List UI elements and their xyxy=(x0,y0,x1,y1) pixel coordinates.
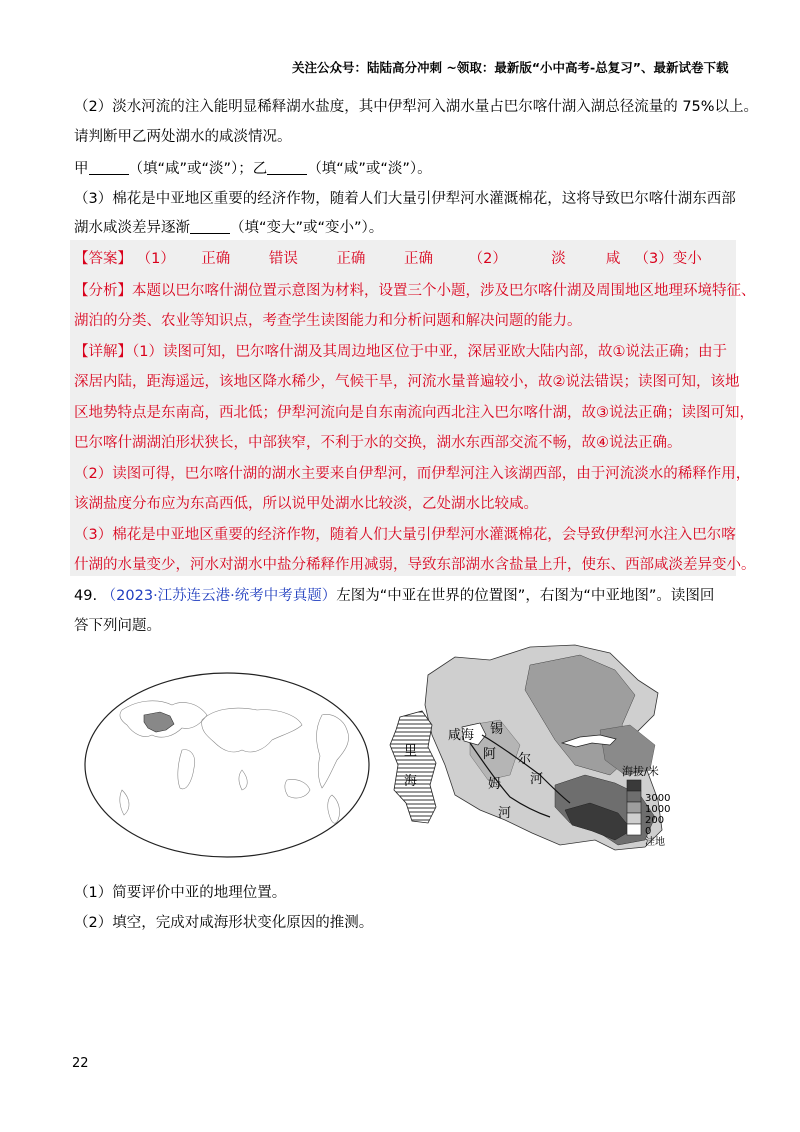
q49-source[interactable]: （2023·江苏连云港·统考中考真题） xyxy=(101,588,337,604)
answer-item: 正确 xyxy=(201,251,231,267)
answer-item: 正确 xyxy=(404,251,434,267)
legend-swatch xyxy=(627,802,641,813)
detail-line: 区地势特点是东南高，西北低；伊犁河流向是自东南流向西北注入巴尔喀什湖，故③说法正确；读图可知， xyxy=(74,405,754,421)
q2-fill-line xyxy=(74,160,734,178)
answer-item: （3）变小 xyxy=(634,251,702,267)
map-label: 尔 xyxy=(518,752,532,767)
answer-line xyxy=(74,250,734,268)
map-label: 姆 xyxy=(488,777,502,792)
page-number: 22 xyxy=(72,1056,89,1071)
central-asia-map xyxy=(370,635,680,865)
legend-label: 0 xyxy=(645,826,652,837)
answer-item: 淡 xyxy=(551,251,566,267)
answer-item: （1） xyxy=(136,251,175,267)
analysis-line2: 湖泊的分类、农业等知识点，考查学生读图能力和分析问题和解决问题的能力。 xyxy=(74,313,582,329)
q3-line2a: 湖水咸淡差异逐渐 xyxy=(74,220,190,236)
legend-label: 1000 xyxy=(645,804,671,815)
map-label: 阿 xyxy=(483,747,497,762)
q2-jia-label: 甲 xyxy=(74,161,89,177)
map-label: 河 xyxy=(530,772,544,787)
q2-line1: （2）淡水河流的注入能明显稀释湖水盐度，其中伊犁河入湖水量占巴尔喀什湖入湖总径流量的 75%以上。 xyxy=(74,99,759,115)
detail-line: 巴尔喀什湖湖泊形状狭长，中部狭窄，不利于水的交换，湖水东西部交流不畅，故④说法正确。 xyxy=(74,435,682,451)
q49-sub1: （1）简要评价中亚的地理位置。 xyxy=(74,885,287,901)
detail-line: 【详解】（1）读图可知，巴尔喀什湖及其周边地区位于中亚，深居亚欧大陆内部，故①说法正确；由于 xyxy=(74,344,727,360)
q3-line2 xyxy=(74,219,734,237)
map-label: 里 xyxy=(404,744,418,759)
world-map-outline xyxy=(85,673,369,857)
detail-line: （2）读图可得，巴尔喀什湖的湖水主要来自伊犁河，而伊犁河注入该湖西部，由于河流淡水的稀释作用， xyxy=(74,466,751,482)
analysis-line1: 【分析】本题以巴尔喀什湖位置示意图为材料，设置三个小题，涉及巴尔喀什湖及周围地区地理环境特征、 xyxy=(74,283,756,299)
page-header: 关注公众号：陆陆高分冲刺 ~领取：最新版“小中高考-总复习”、最新试卷下载 xyxy=(292,60,729,75)
map-label: 河 xyxy=(498,806,512,821)
detail-line: 什湖的水量变少，河水对湖水中盐分稀释作用减弱，导致东部湖水含盐量上升，使东、西部咸淡差异变小。 xyxy=(74,557,756,573)
answer-label: 【答案】 xyxy=(74,251,132,267)
map-label: 海 xyxy=(404,774,418,789)
legend-swatch xyxy=(627,780,641,791)
detail-line: （3）棉花是中亚地区重要的经济作物，随着人们大量引伊犁河水灌溉棉花，会导致伊犁河水注入巴尔喀 xyxy=(74,527,736,543)
answer-item: 咸 xyxy=(605,251,621,267)
answer-item: 错误 xyxy=(268,251,298,267)
legend-title: 海拔/米 xyxy=(622,765,659,778)
legend-swatch xyxy=(627,791,641,802)
map-label: 锡 xyxy=(490,722,504,737)
q2-fill1: （填“咸”或“淡”）；乙 xyxy=(128,161,268,177)
legend-swatch xyxy=(627,813,641,824)
q49-line2: 答下列问题。 xyxy=(74,618,161,634)
q3-line1: （3）棉花是中亚地区重要的经济作物，随着人们大量引伊犁河水灌溉棉花，这将导致巴尔喀什湖东西部 xyxy=(74,191,736,207)
legend-label: 200 xyxy=(645,815,665,826)
legend-label: 3000 xyxy=(645,793,671,804)
q49-number: 49. xyxy=(74,588,98,604)
q49-text1: 左图为“中亚在世界的位置图”，右图为“中亚地图”。读图回 xyxy=(336,588,715,604)
map-label: 咸海 xyxy=(448,728,475,743)
detail-line: 该湖盐度分布应为东高西低，所以说甲处湖水比较淡，乙处湖水比较咸。 xyxy=(74,496,538,512)
blank-jia xyxy=(89,160,129,175)
blank-q3 xyxy=(190,219,230,234)
q49-line1 xyxy=(74,587,734,605)
detail-line: 深居内陆，距海遥远，该地区降水稀少，气候干旱，河流水量普遍较小，故②说法错误；读图可知，该地 xyxy=(74,374,740,390)
legend-swatch xyxy=(627,824,641,835)
world-map-figure xyxy=(82,670,372,860)
answer-item: 正确 xyxy=(336,251,366,267)
q49-sub2: （2）填空，完成对咸海形状变化原因的推测。 xyxy=(74,915,374,931)
answer-item: （2） xyxy=(468,251,507,267)
blank-yi xyxy=(267,160,307,175)
q2-fill2: （填“咸”或“淡”）。 xyxy=(307,161,432,177)
caspian-sea xyxy=(390,711,436,823)
q2-line2: 请判断甲乙两处湖水的咸淡情况。 xyxy=(74,129,292,145)
legend-label: 洼地 xyxy=(645,837,665,848)
q3-line2b: （填“变大”或“变小”）。 xyxy=(230,220,384,236)
